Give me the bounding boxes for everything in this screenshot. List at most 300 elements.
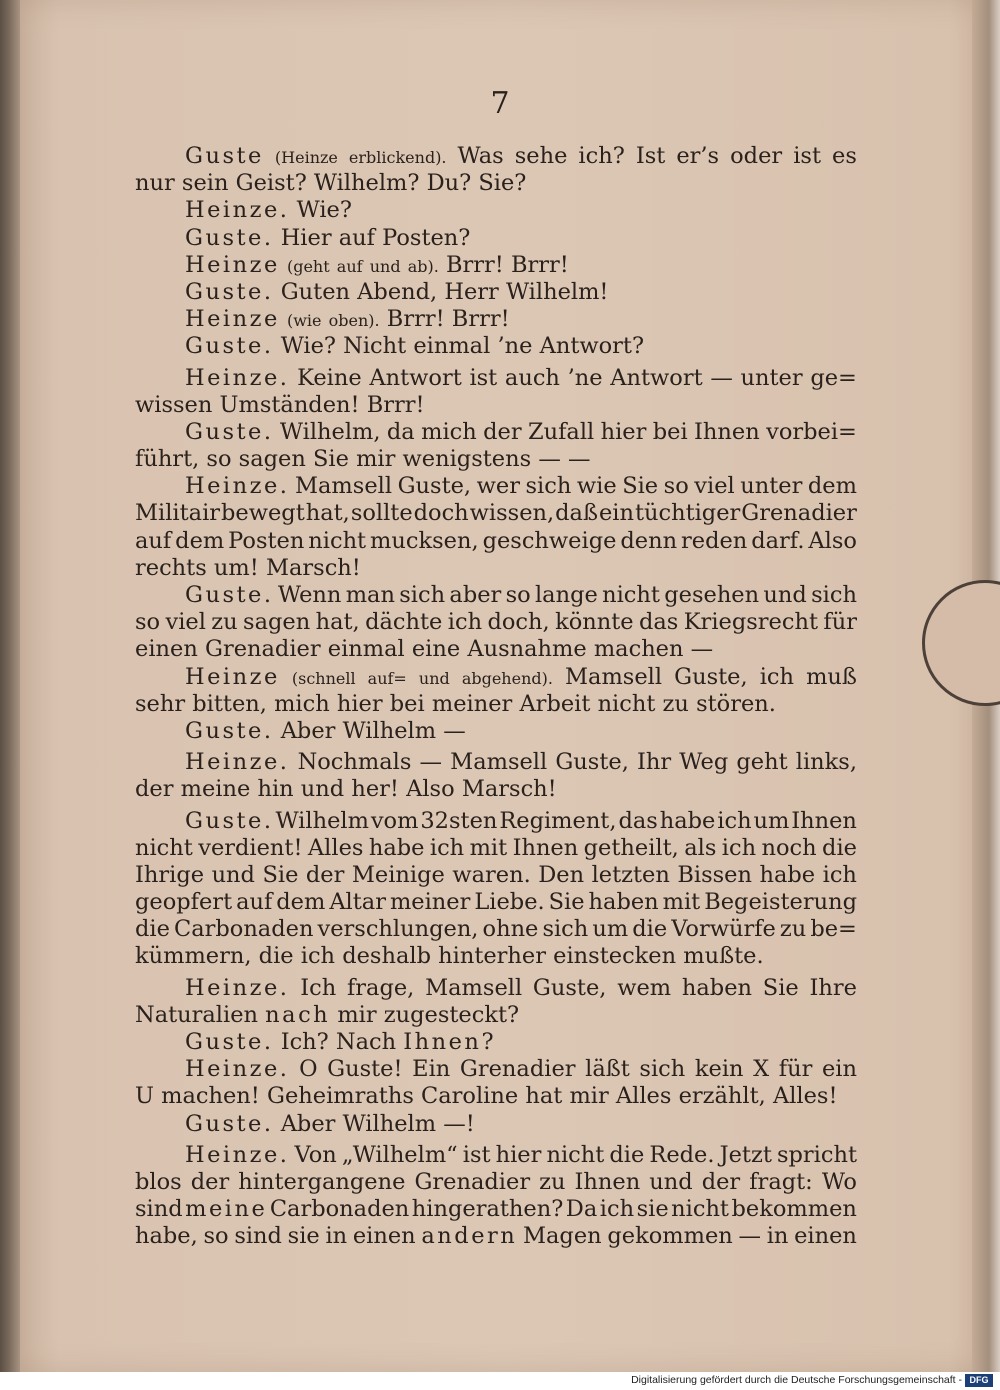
text-run: Brrr! <box>511 251 569 278</box>
text-run: Brrr! <box>446 251 504 278</box>
text-run: Jetzt <box>719 1141 772 1168</box>
text-run: daß <box>555 500 598 527</box>
word <box>370 252 401 279</box>
word <box>343 1111 436 1138</box>
text-run: ich <box>599 1196 635 1223</box>
word <box>754 808 790 835</box>
word <box>462 664 553 691</box>
word <box>339 225 375 252</box>
word <box>694 473 734 500</box>
word <box>351 500 413 527</box>
text-run: links, <box>795 749 857 776</box>
word <box>653 419 688 446</box>
word <box>298 749 412 776</box>
word <box>135 528 171 555</box>
word <box>528 419 594 446</box>
emphasized-text: andern <box>421 1223 518 1250</box>
word <box>717 808 751 835</box>
text-run: letzten <box>591 861 670 888</box>
text-run: auf <box>236 889 273 916</box>
text-line <box>135 636 857 663</box>
text-run: Ihnen <box>512 834 579 861</box>
word <box>467 636 586 663</box>
text-run: Caroline <box>421 1083 519 1110</box>
word <box>470 835 508 862</box>
word <box>185 333 274 360</box>
word <box>585 1056 630 1083</box>
word <box>135 636 198 663</box>
word <box>185 664 280 691</box>
text-run: Sie <box>622 473 659 500</box>
text-run: als <box>684 834 717 861</box>
text-run: Arbeit <box>519 690 591 717</box>
text-run: Antwort <box>369 364 462 391</box>
word <box>329 306 380 333</box>
text-run: hier <box>495 1141 542 1168</box>
stage-direction: und <box>418 668 450 688</box>
word <box>749 1169 813 1196</box>
word <box>185 1111 274 1138</box>
text-run: —! <box>443 1110 475 1137</box>
word <box>594 636 684 663</box>
word <box>791 808 857 835</box>
text-run: hat, <box>305 500 350 527</box>
text-run: Was <box>457 143 504 169</box>
word <box>553 943 676 970</box>
text-run: Magen <box>522 1223 602 1250</box>
emphasized-text: Heinze. <box>185 197 290 224</box>
word <box>274 691 330 718</box>
word <box>135 1083 154 1110</box>
word <box>185 252 280 279</box>
word <box>760 862 816 889</box>
word <box>325 1223 347 1250</box>
word <box>443 718 466 745</box>
text-run: Ihrige <box>135 861 205 888</box>
text-run: für <box>823 609 857 636</box>
text-run: geopfert <box>135 889 233 916</box>
text-run: bitten, <box>192 690 267 717</box>
word <box>636 143 665 170</box>
word <box>297 365 362 392</box>
word <box>384 1002 519 1029</box>
text-run: Vorwürfe <box>671 916 776 943</box>
text-run: geschweige <box>482 527 617 554</box>
text-run: meiner <box>389 889 471 916</box>
text-run: hingerathen? <box>411 1196 564 1223</box>
word <box>425 975 522 1002</box>
text-run: ’ne <box>497 333 533 360</box>
word <box>135 1002 258 1029</box>
word <box>664 473 689 500</box>
text-run: so <box>505 582 531 608</box>
text-run: wer <box>476 473 520 500</box>
text-run: stören. <box>696 690 776 717</box>
text-run: zu <box>662 690 689 717</box>
word <box>270 1196 409 1223</box>
word <box>794 1223 857 1250</box>
text-run: Ihnen <box>791 807 857 834</box>
text-line <box>135 197 857 224</box>
text-line <box>135 528 857 555</box>
text-run: hat <box>525 1083 563 1110</box>
text-run: sagen <box>238 446 306 473</box>
word <box>174 916 313 943</box>
word <box>308 835 364 862</box>
word <box>185 197 289 224</box>
text-run: die <box>258 943 294 970</box>
text-run: denn <box>620 527 678 554</box>
word <box>281 1111 336 1138</box>
emphasized-text: nach <box>265 1001 331 1028</box>
word <box>444 279 498 306</box>
word <box>135 776 173 803</box>
text-run: Aber <box>280 717 336 744</box>
word <box>811 582 857 609</box>
word <box>390 691 425 718</box>
word <box>421 1223 517 1250</box>
text-run: ist <box>469 364 498 391</box>
word <box>211 609 237 636</box>
word <box>297 197 352 224</box>
word <box>483 419 521 446</box>
text-run: wem <box>617 974 672 1001</box>
word <box>679 749 728 776</box>
text-run: der <box>701 1168 741 1195</box>
word <box>239 446 306 473</box>
text-line <box>135 1223 857 1250</box>
text-run: dächte <box>365 609 443 636</box>
text-run: nicht <box>308 527 367 554</box>
text-run: Wilhelm <box>342 717 437 744</box>
word <box>430 835 464 862</box>
text-run: das <box>618 807 658 834</box>
word <box>810 916 857 943</box>
word <box>622 473 658 500</box>
word <box>823 862 857 889</box>
text-line <box>135 889 857 916</box>
word <box>539 1169 565 1196</box>
word <box>347 975 414 1002</box>
word <box>616 1083 672 1110</box>
text-run: Begeisterung <box>704 889 857 916</box>
text-run: Da <box>565 1196 598 1223</box>
word <box>609 1142 644 1169</box>
text-run: be= <box>810 916 857 943</box>
text-run: die <box>135 916 170 943</box>
word <box>281 279 350 306</box>
text-run: blos <box>135 1168 182 1195</box>
text-run: nicht <box>602 582 660 608</box>
word <box>538 862 584 889</box>
word <box>382 225 470 252</box>
word <box>632 916 667 943</box>
text-run: Guste, <box>555 749 629 776</box>
word <box>135 889 232 916</box>
text-run: der <box>483 418 522 445</box>
word <box>371 808 419 835</box>
word <box>575 1169 641 1196</box>
text-run: so <box>206 446 232 473</box>
word <box>161 1083 260 1110</box>
word <box>281 718 336 745</box>
word <box>420 749 443 776</box>
word <box>555 609 634 636</box>
text-line <box>135 1142 857 1169</box>
word <box>342 943 431 970</box>
text-run: — <box>443 717 466 744</box>
word <box>695 1056 744 1083</box>
text-run: nicht <box>597 690 656 717</box>
text-run: auf <box>135 527 172 554</box>
text-run: bei <box>652 418 688 445</box>
word <box>506 279 609 306</box>
word <box>280 419 381 446</box>
text-run: doch <box>413 500 469 527</box>
word <box>412 636 460 663</box>
text-line <box>135 1029 857 1056</box>
text-line <box>135 333 857 360</box>
word <box>185 1056 289 1083</box>
text-run: mir <box>337 1001 377 1028</box>
word <box>300 975 336 1002</box>
stage-direction: erblickend). <box>348 148 447 167</box>
text-run: waren. <box>452 861 531 888</box>
word <box>763 975 799 1002</box>
emphasized-text: Guste <box>185 143 264 169</box>
word <box>336 1029 396 1056</box>
word <box>236 889 272 916</box>
text-run: Rede. <box>649 1141 715 1168</box>
text-line <box>135 582 857 609</box>
word <box>515 143 568 170</box>
word <box>135 916 170 943</box>
word <box>663 889 701 916</box>
text-run: sehe <box>514 143 568 169</box>
word <box>578 143 624 170</box>
word <box>185 419 274 446</box>
text-run: Marsch! <box>265 554 361 581</box>
text-run: Alles! <box>772 1083 838 1110</box>
word <box>313 446 349 473</box>
text-line <box>135 776 857 803</box>
text-run: bewegt <box>221 500 305 527</box>
text-run: nur <box>135 170 175 197</box>
word <box>191 1169 229 1196</box>
text-run: aber <box>449 582 502 608</box>
stage-direction: (wie <box>286 311 322 331</box>
word <box>135 691 185 718</box>
text-run: Brrr! <box>386 306 445 333</box>
emphasized-text: Heinze. <box>185 473 290 500</box>
text-run: Mamsell <box>565 663 663 690</box>
text-run: — <box>567 446 591 473</box>
word <box>474 889 544 916</box>
emphasized-text: Guste. <box>185 418 274 445</box>
word <box>822 835 857 862</box>
word <box>185 808 274 835</box>
word <box>419 664 450 691</box>
word <box>135 1223 198 1250</box>
text-run: Grenadier <box>741 500 857 527</box>
word <box>185 306 280 333</box>
word <box>691 636 714 663</box>
word <box>677 862 752 889</box>
stage-direction: auf= <box>367 668 407 688</box>
text-run: ein <box>821 1056 857 1083</box>
word <box>288 1223 320 1250</box>
text-run: Sie <box>762 974 799 1001</box>
stage-direction: und <box>369 256 401 276</box>
word <box>730 143 782 170</box>
word <box>683 943 763 970</box>
word <box>458 143 504 170</box>
text-run: die <box>822 834 857 861</box>
text-run: fragt: <box>749 1168 813 1195</box>
stage-direction: (Heinze <box>274 148 338 167</box>
word <box>198 835 302 862</box>
text-run: unter <box>740 364 803 391</box>
text-run: Du? <box>426 170 472 197</box>
text-run: könnte <box>555 609 634 636</box>
text-line <box>135 975 857 1002</box>
word <box>420 808 497 835</box>
word <box>796 749 857 776</box>
word <box>617 975 671 1002</box>
text-run: verschlungen, <box>317 916 479 943</box>
word <box>565 664 662 691</box>
word <box>589 889 659 916</box>
word <box>182 170 229 197</box>
text-run: sollte <box>350 500 413 527</box>
text-run: ich <box>447 609 483 636</box>
word <box>165 609 205 636</box>
emphasized-text: Heinze <box>185 663 280 690</box>
text-run: Ausnahme <box>467 636 587 663</box>
text-line <box>135 143 857 170</box>
word <box>185 1142 289 1169</box>
emphasized-text: Heinze. <box>185 1141 290 1168</box>
emphasized-text: Guste. <box>185 717 274 744</box>
word <box>238 1169 405 1196</box>
text-run: oder <box>730 143 783 169</box>
text-run: machen! <box>161 1083 260 1110</box>
word <box>356 446 395 473</box>
emphasized-text: Guste. <box>185 582 274 608</box>
word <box>346 582 395 609</box>
word <box>275 808 368 835</box>
word <box>568 365 603 392</box>
text-run: 32sten <box>420 807 498 834</box>
word <box>766 419 857 446</box>
text-run: und <box>300 776 345 803</box>
text-line <box>135 1056 857 1083</box>
word <box>185 718 274 745</box>
text-run: die <box>609 1141 645 1168</box>
text-run: die <box>632 916 668 943</box>
dfg-logo: DFG <box>965 1374 993 1387</box>
word <box>740 473 802 500</box>
word <box>533 975 607 1002</box>
text-run: doch, <box>487 609 550 636</box>
text-run: nicht <box>671 1196 729 1223</box>
text-run: hinterher <box>438 943 546 970</box>
word <box>446 252 504 279</box>
text-run: habe, <box>135 1223 198 1250</box>
text-run: darf. <box>751 527 805 554</box>
text-run: meiner <box>431 690 513 717</box>
word <box>478 170 526 197</box>
text-run: spricht <box>776 1141 857 1168</box>
text-run: muß <box>806 663 857 690</box>
text-run: Ein <box>412 1056 451 1083</box>
text-run: Guste, <box>397 473 472 500</box>
text-line <box>135 555 857 582</box>
text-run: habe <box>759 861 816 888</box>
text-line <box>135 609 857 636</box>
text-run: Brrr! <box>366 391 425 418</box>
word <box>314 170 420 197</box>
word <box>600 1196 634 1223</box>
text-run: mir <box>356 446 396 473</box>
word <box>592 862 670 889</box>
emphasized-text: Heinze. <box>185 364 290 391</box>
text-run: ich <box>717 807 752 834</box>
text-run: bekommen <box>731 1196 857 1223</box>
word <box>637 749 671 776</box>
word <box>185 473 289 500</box>
stage-direction: auf <box>336 256 363 276</box>
emphasized-text: Ihnen <box>403 1029 482 1055</box>
text-run: dem <box>175 527 225 554</box>
text-run: Guste, <box>532 974 607 1001</box>
text-run: mich <box>421 418 477 445</box>
text-run: um <box>592 916 629 943</box>
text-run: hier <box>600 418 647 445</box>
word <box>135 446 199 473</box>
word <box>414 1169 530 1196</box>
word <box>276 889 325 916</box>
text-run: Wilhelm! <box>505 278 609 305</box>
text-run: Zufall <box>527 418 595 445</box>
text-run: und <box>211 861 255 888</box>
word <box>306 500 350 527</box>
text-run: Wie? <box>296 197 352 224</box>
word <box>568 446 591 473</box>
text-line <box>135 1111 857 1138</box>
text-run: sie <box>636 1196 669 1223</box>
text-run: zu <box>779 916 807 943</box>
word <box>448 609 482 636</box>
word <box>639 1056 685 1083</box>
text-run: „Wilhelm“ <box>341 1141 458 1168</box>
text-line <box>135 306 857 333</box>
word <box>618 808 657 835</box>
word <box>185 143 264 170</box>
text-run: ich <box>429 834 465 861</box>
text-run: Abend, <box>357 278 438 305</box>
text-run: gesehen <box>664 582 760 608</box>
text-run: zu <box>539 1168 566 1195</box>
emphasized-text: Heinze. <box>185 974 290 1001</box>
text-run: — <box>538 446 561 473</box>
word <box>511 252 569 279</box>
text-run: U <box>135 1083 154 1110</box>
body-text <box>135 143 857 1251</box>
text-run: kümmern, <box>135 943 252 970</box>
text-run: deshalb <box>342 943 431 970</box>
word <box>353 1223 416 1250</box>
